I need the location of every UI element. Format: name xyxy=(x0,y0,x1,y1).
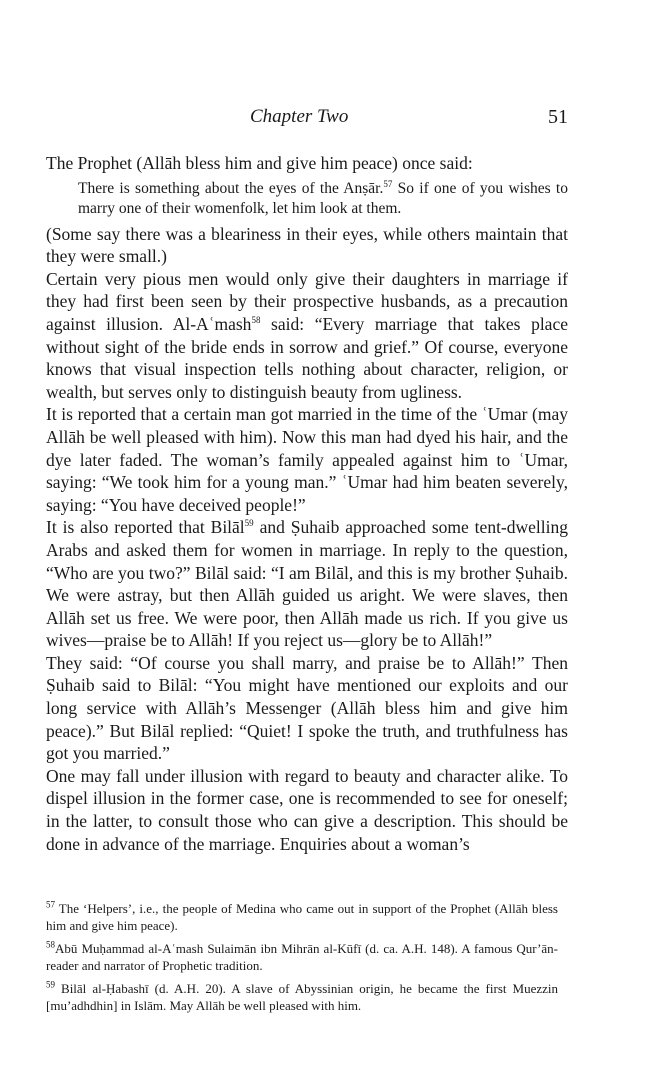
intro-paragraph: The Prophet (Allāh bless him and give him peace) once said: xyxy=(46,153,473,173)
footnote-number: 59 xyxy=(46,979,55,990)
footnote-ref-58: 58 xyxy=(251,315,261,326)
footnote-57 xyxy=(46,900,558,934)
block-quote xyxy=(78,179,568,219)
quote-text-2: So if one of you wishes to marry one of their womenfolk, let him look at them. xyxy=(78,179,568,217)
footnote-number: 58 xyxy=(46,939,55,950)
chapter-title: Chapter Two xyxy=(250,106,349,127)
paragraph-4-text-b: and Ṣuhaib approached some tent-dwelling Arabs and asked them for women in marriage. In reply to the question, “Who are you two?” Bilāl said: “I am Bilāl, and this is my brother Ṣuhaib. We were astray, but then Allāh guided us aright. We were slaves, then Allāh set us free. We were poor, then Allāh made us rich. If you give us wives—praise be to Allāh! If you reject us—glory be to Allāh!” xyxy=(46,517,568,651)
paragraph-4 xyxy=(46,516,568,652)
footnote-ref-59: 59 xyxy=(244,518,254,529)
paragraph-5: They said: “Of course you shall marry, and praise be to Allāh!” Then Ṣuhaib said to Bilāl: “You might have mentioned our exploits and our long service with Allāh’s Messenger (Allāh bless him and give him peace).” But Bilāl replied: “Quiet! I spoke the truth, and truthfulness has got you married.” xyxy=(46,652,568,764)
paragraph-3: It is reported that a certain man got married in the time of the ʿUmar (may Allāh be well pleased with him). Now this man had dyed his hair, and the dye later faded. The woman’s family appealed against him to ʿUmar, saying: “We took him for a young man.” ʿUmar had him beaten severely, saying: “You have deceived people!” xyxy=(46,404,568,515)
paragraph-2 xyxy=(46,268,568,404)
footnotes xyxy=(46,900,558,1020)
paragraph-2-text-b: said: “Every marriage that takes place without sight of the bride ends in sorrow and grief.” Of course, everyone knows that visual inspection tells nothing about character, religion, or wealth, but serves only to distinguish beauty from ugliness. xyxy=(46,313,568,402)
quote-text-1: There is something about the eyes of the Anṣār. xyxy=(78,179,384,197)
page-header xyxy=(0,106,662,136)
paragraph-2-text-a: Certain very pious men would only give their daughters in marriage if they had first been seen by their prospective husbands, as a precaution against illusion. Al-Aʿmash xyxy=(46,268,568,334)
footnote-text: Abū Muḥammad al-Aʿmash Sulaimān ibn Mihrān al-Kūfī (d. ca. A.H. 148). A famous Qur’ān-reader and narrator of Prophetic tradition. xyxy=(46,941,558,973)
paragraph-4-text-a: It is also reported that Bilāl xyxy=(46,517,245,538)
footnote-text: The ‘Helpers’, i.e., the people of Medina who came out in support of the Prophet (Allāh bless him and give him peace). xyxy=(46,901,558,933)
footnote-number: 57 xyxy=(46,899,55,910)
footnote-58 xyxy=(46,940,558,974)
paragraph-6: One may fall under illusion with regard to beauty and character alike. To dispel illusion in the former case, one is recommended to see for oneself; in the latter, to consult those who can give a description. This should be done in advance of the marriage. Enquiries about a woman’s xyxy=(46,765,568,854)
paragraph-1: (Some say there was a bleariness in their eyes, while others maintain that they were small.) xyxy=(46,223,568,267)
footnote-59 xyxy=(46,980,558,1014)
page-number: 51 xyxy=(548,106,568,128)
main-text xyxy=(46,152,568,855)
footnote-ref-57: 57 xyxy=(383,178,393,189)
footnote-text: Bilāl al-Ḥabashī (d. A.H. 20). A slave of Abyssinian origin, he became the first Muezzin [mu’adhdhin] in Islām. May Allāh be well pleased with him. xyxy=(46,981,558,1013)
